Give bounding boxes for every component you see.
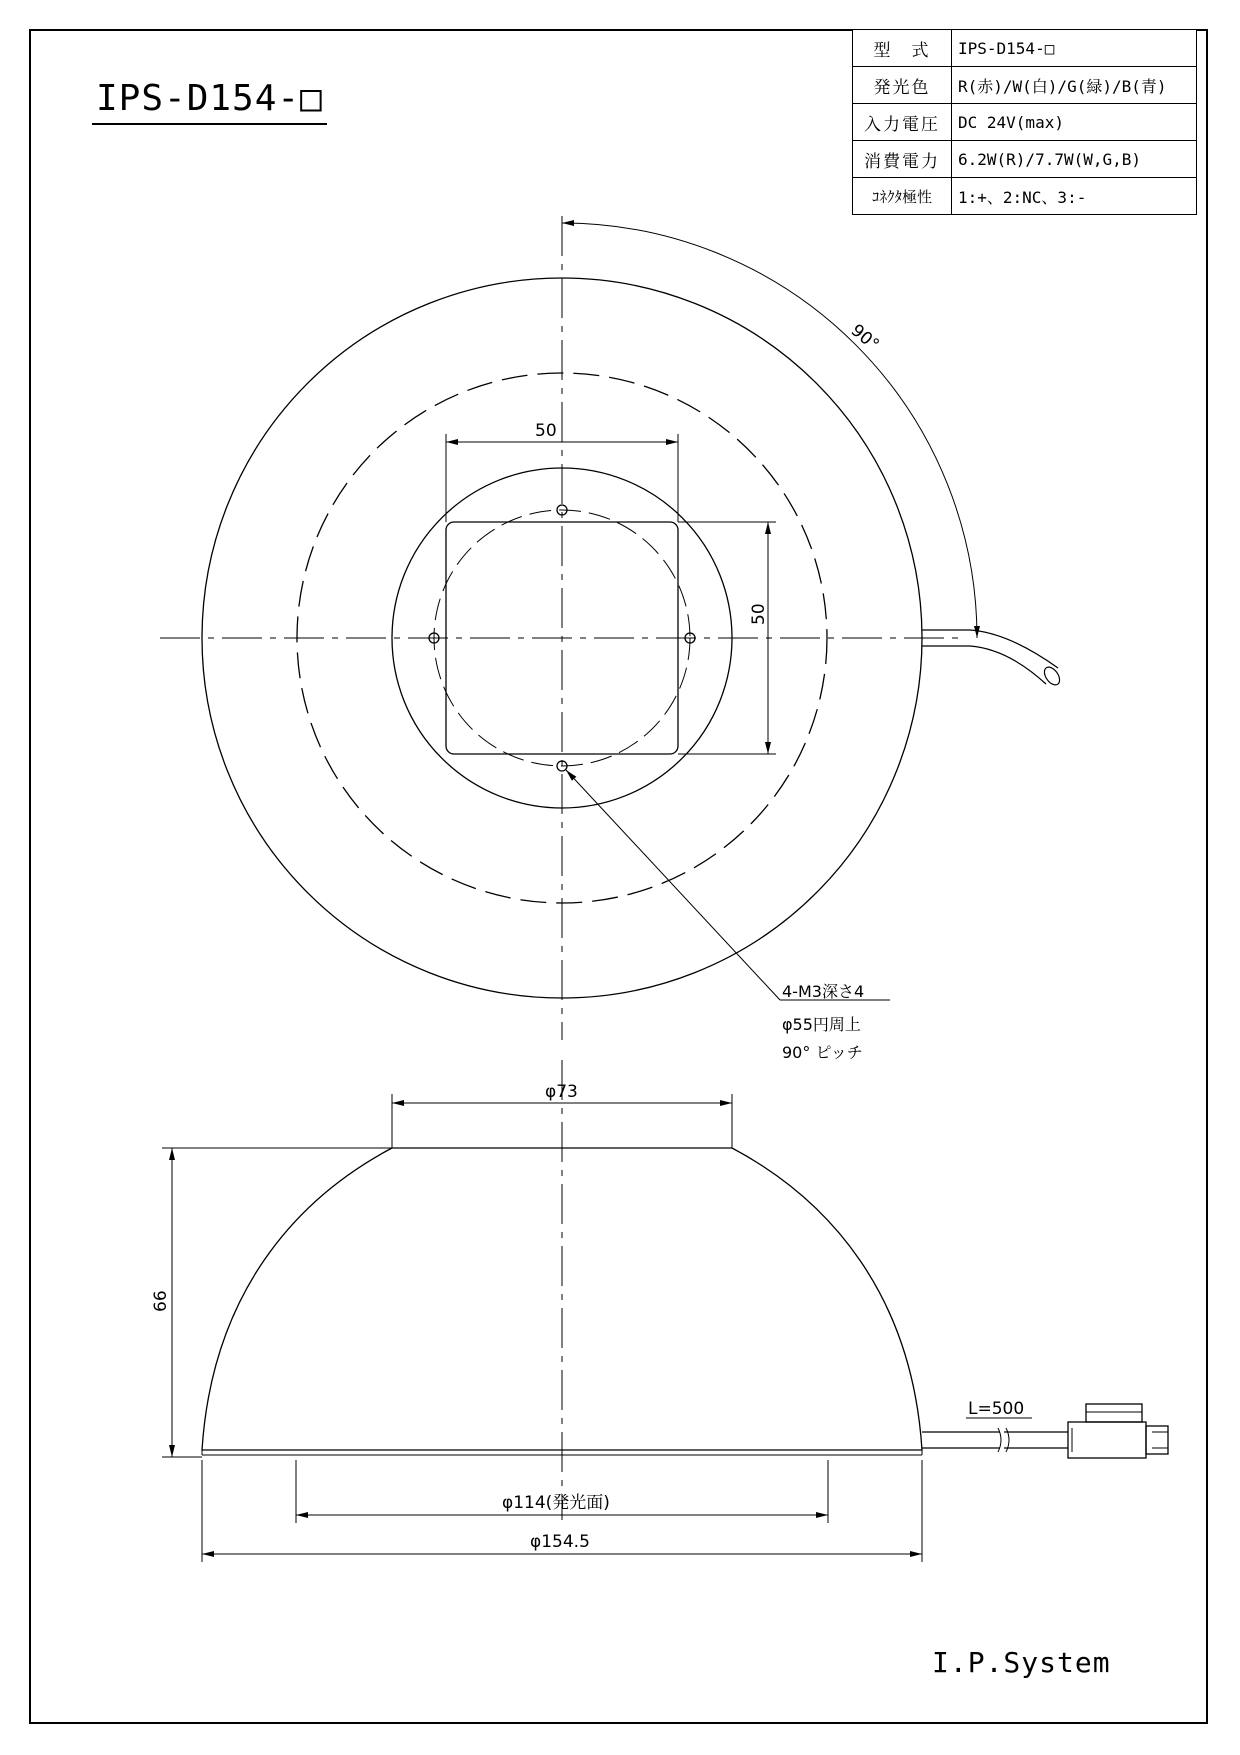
- top-diameter-label: φ73: [545, 1082, 578, 1102]
- side-height-label: 66: [151, 1290, 171, 1312]
- note-leader: [566, 770, 780, 1000]
- bolt-note-line-2: φ55円周上: [782, 1015, 861, 1034]
- spec-value: 6.2W(R)/7.7W(W,G,B): [952, 141, 1197, 178]
- outer-diameter-label: φ154.5: [530, 1532, 590, 1552]
- top-view: [160, 216, 1063, 1040]
- spec-key: 発光色: [853, 67, 952, 104]
- cable-length-label: L=500: [968, 1399, 1025, 1419]
- bolt-note-line-3: 90° ピッチ: [782, 1043, 863, 1062]
- spec-value: 1:+、2:NC、3:-: [952, 178, 1197, 215]
- spec-value: R(赤)/W(白)/G(緑)/B(青): [952, 67, 1197, 104]
- emitting-diameter-label: φ114(発光面): [502, 1493, 610, 1513]
- spec-key: ｺﾈｸﾀ極性: [853, 178, 952, 215]
- spec-key: 消費電力: [853, 141, 952, 178]
- company-name: I.P.System: [932, 1646, 1111, 1679]
- connector: [1068, 1404, 1168, 1458]
- spec-key: 型 式: [853, 30, 952, 67]
- side-view: [162, 1060, 1168, 1562]
- bolt-note-line-1: 4-M3深さ4: [782, 982, 865, 1001]
- width-dimension-label: 50: [535, 421, 557, 441]
- angle-arc: [562, 223, 977, 638]
- angle-label: 90°: [846, 320, 883, 356]
- cable-end: [1041, 664, 1062, 687]
- drawing-title: IPS-D154-□: [92, 78, 327, 125]
- spec-value: IPS-D154-□: [952, 30, 1197, 67]
- spec-key: 入力電圧: [853, 104, 952, 141]
- spec-value: DC 24V(max): [952, 104, 1197, 141]
- height-dimension-label: 50: [749, 603, 769, 625]
